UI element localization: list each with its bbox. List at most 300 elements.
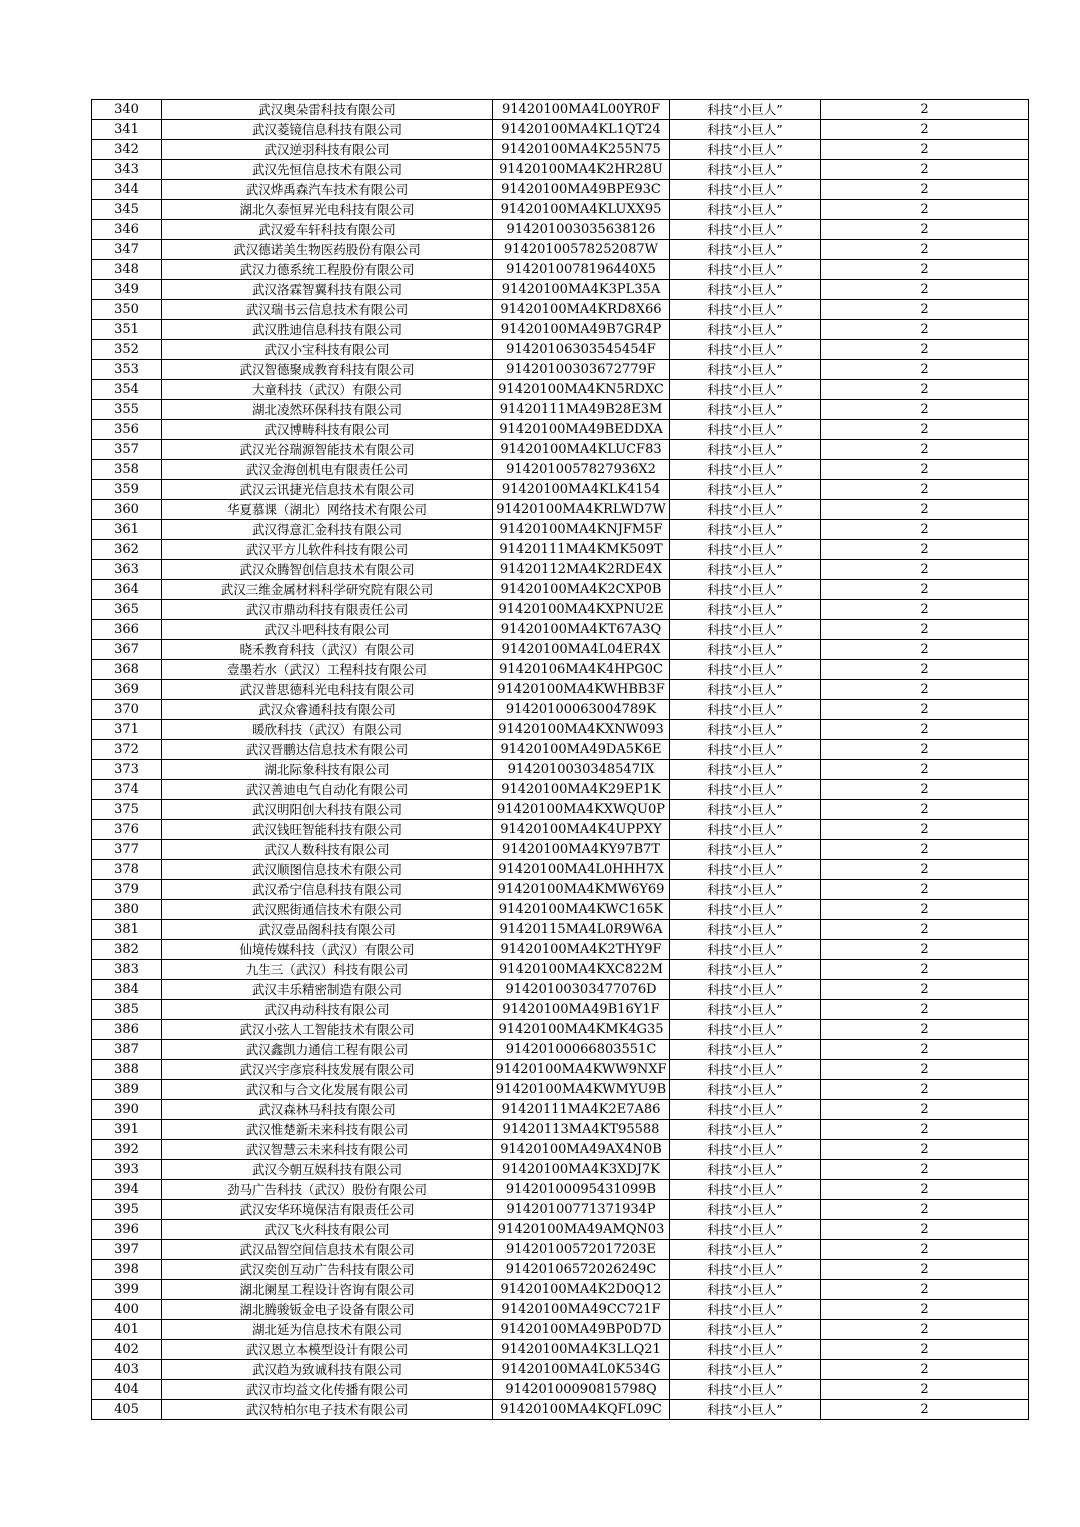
- cell-company-name: 武汉惟楚新未来科技有限公司: [162, 1120, 493, 1140]
- cell-company-name: 武汉三维金属材料科学研究院有限公司: [162, 580, 493, 600]
- cell-index: 343: [92, 160, 162, 180]
- table-row: [92, 860, 1029, 880]
- table-row: [92, 640, 1029, 660]
- cell-category: 科技“小巨人”: [670, 1340, 821, 1360]
- cell-category: 科技“小巨人”: [670, 1220, 821, 1240]
- cell-category: 科技“小巨人”: [670, 200, 821, 220]
- table-row: [92, 1380, 1029, 1400]
- table-row: [92, 560, 1029, 580]
- cell-company-name: 晓禾教育科技（武汉）有限公司: [162, 640, 493, 660]
- cell-index: 395: [92, 1200, 162, 1220]
- cell-company-name: 湖北腾骏钣金电子设备有限公司: [162, 1300, 493, 1320]
- cell-category: 科技“小巨人”: [670, 740, 821, 760]
- cell-credit-code: 91420100MA4KT67A3Q: [493, 620, 670, 640]
- cell-category: 科技“小巨人”: [670, 860, 821, 880]
- table-row: [92, 1080, 1029, 1100]
- cell-batch: 2: [821, 1360, 1029, 1380]
- cell-company-name: 武汉冉动科技有限公司: [162, 1000, 493, 1020]
- cell-batch: 2: [821, 1280, 1029, 1300]
- cell-company-name: 武汉斗吧科技有限公司: [162, 620, 493, 640]
- cell-credit-code: 91420100MA49B16Y1F: [493, 1000, 670, 1020]
- cell-company-name: 华夏慕课（湖北）网络技术有限公司: [162, 500, 493, 520]
- cell-batch: 2: [821, 1260, 1029, 1280]
- cell-batch: 2: [821, 120, 1029, 140]
- cell-credit-code: 91420100MA4K3LLQ21: [493, 1340, 670, 1360]
- cell-batch: 2: [821, 1020, 1029, 1040]
- cell-batch: 2: [821, 580, 1029, 600]
- cell-batch: 2: [821, 420, 1029, 440]
- cell-company-name: 武汉奥朵雷科技有限公司: [162, 100, 493, 120]
- cell-index: 379: [92, 880, 162, 900]
- cell-company-name: 武汉安华环境保洁有限责任公司: [162, 1200, 493, 1220]
- cell-category: 科技“小巨人”: [670, 520, 821, 540]
- table-row: [92, 900, 1029, 920]
- cell-index: 403: [92, 1360, 162, 1380]
- cell-batch: 2: [821, 180, 1029, 200]
- cell-company-name: 武汉晋鹏达信息技术有限公司: [162, 740, 493, 760]
- cell-credit-code: 91420100MA4KL1QT24: [493, 120, 670, 140]
- table-row: [92, 820, 1029, 840]
- cell-batch: 2: [821, 600, 1029, 620]
- cell-credit-code: 91420100MA4KXPNU2E: [493, 600, 670, 620]
- cell-index: 397: [92, 1240, 162, 1260]
- cell-credit-code: 91420100MA4KXC822M: [493, 960, 670, 980]
- cell-company-name: 武汉智慧云未来科技有限公司: [162, 1140, 493, 1160]
- cell-index: 344: [92, 180, 162, 200]
- cell-index: 382: [92, 940, 162, 960]
- table-row: [92, 1180, 1029, 1200]
- cell-batch: 2: [821, 200, 1029, 220]
- cell-company-name: 武汉市鼎动科技有限责任公司: [162, 600, 493, 620]
- cell-category: 科技“小巨人”: [670, 920, 821, 940]
- cell-index: 346: [92, 220, 162, 240]
- cell-credit-code: 91420100MA4L04ER4X: [493, 640, 670, 660]
- cell-company-name: 武汉烨禹森汽车技术有限公司: [162, 180, 493, 200]
- table-row: [92, 800, 1029, 820]
- cell-credit-code: 91420100MA49AMQN03: [493, 1220, 670, 1240]
- cell-batch: 2: [821, 240, 1029, 260]
- cell-category: 科技“小巨人”: [670, 1040, 821, 1060]
- cell-credit-code: 91420115MA4L0R9W6A: [493, 920, 670, 940]
- cell-credit-code: 91420100MA4KLK4154: [493, 480, 670, 500]
- cell-category: 科技“小巨人”: [670, 1380, 821, 1400]
- cell-index: 401: [92, 1320, 162, 1340]
- table-row: [92, 1400, 1029, 1420]
- cell-credit-code: 91420100MA4L00YR0F: [493, 100, 670, 120]
- cell-batch: 2: [821, 840, 1029, 860]
- cell-category: 科技“小巨人”: [670, 1400, 821, 1420]
- cell-category: 科技“小巨人”: [670, 1260, 821, 1280]
- table-row: [92, 1120, 1029, 1140]
- cell-category: 科技“小巨人”: [670, 340, 821, 360]
- cell-index: 386: [92, 1020, 162, 1040]
- table-row: [92, 680, 1029, 700]
- table-row: [92, 780, 1029, 800]
- cell-index: 387: [92, 1040, 162, 1060]
- cell-index: 389: [92, 1080, 162, 1100]
- cell-category: 科技“小巨人”: [670, 660, 821, 680]
- cell-company-name: 武汉恩立本模型设计有限公司: [162, 1340, 493, 1360]
- cell-company-name: 武汉人数科技有限公司: [162, 840, 493, 860]
- cell-batch: 2: [821, 740, 1029, 760]
- table-row: [92, 280, 1029, 300]
- cell-index: 390: [92, 1100, 162, 1120]
- cell-company-name: 武汉今朝互娱科技有限公司: [162, 1160, 493, 1180]
- cell-company-name: 武汉飞火科技有限公司: [162, 1220, 493, 1240]
- cell-company-name: 武汉奕创互动广告科技有限公司: [162, 1260, 493, 1280]
- cell-index: 399: [92, 1280, 162, 1300]
- cell-index: 351: [92, 320, 162, 340]
- cell-batch: 2: [821, 480, 1029, 500]
- table-row: [92, 1000, 1029, 1020]
- cell-category: 科技“小巨人”: [670, 320, 821, 340]
- cell-index: 349: [92, 280, 162, 300]
- cell-credit-code: 91420100578252087W: [493, 240, 670, 260]
- table-row: [92, 1260, 1029, 1280]
- cell-company-name: 武汉市均益文化传播有限公司: [162, 1380, 493, 1400]
- cell-credit-code: 91420100MA4K2HR28U: [493, 160, 670, 180]
- cell-company-name: 武汉众腾智创信息技术有限公司: [162, 560, 493, 580]
- cell-credit-code: 91420111MA49B28E3M: [493, 400, 670, 420]
- table-row: [92, 500, 1029, 520]
- cell-category: 科技“小巨人”: [670, 1120, 821, 1140]
- cell-batch: 2: [821, 1380, 1029, 1400]
- cell-batch: 2: [821, 260, 1029, 280]
- cell-index: 366: [92, 620, 162, 640]
- cell-category: 科技“小巨人”: [670, 720, 821, 740]
- table-row: [92, 1280, 1029, 1300]
- cell-category: 科技“小巨人”: [670, 560, 821, 580]
- cell-category: 科技“小巨人”: [670, 1180, 821, 1200]
- cell-index: 362: [92, 540, 162, 560]
- table-row: [92, 340, 1029, 360]
- cell-category: 科技“小巨人”: [670, 820, 821, 840]
- cell-credit-code: 9142010057827936X2: [493, 460, 670, 480]
- cell-credit-code: 914201003035638126: [493, 220, 670, 240]
- cell-credit-code: 91420100MA4KLUCF83: [493, 440, 670, 460]
- table-row: [92, 960, 1029, 980]
- cell-company-name: 武汉希宁信息科技有限公司: [162, 880, 493, 900]
- cell-batch: 2: [821, 1200, 1029, 1220]
- cell-batch: 2: [821, 380, 1029, 400]
- cell-batch: 2: [821, 220, 1029, 240]
- cell-company-name: 武汉丰乐精密制造有限公司: [162, 980, 493, 1000]
- cell-batch: 2: [821, 340, 1029, 360]
- cell-category: 科技“小巨人”: [670, 280, 821, 300]
- cell-company-name: 湖北久泰恒昇光电科技有限公司: [162, 200, 493, 220]
- cell-company-name: 武汉壹品阁科技有限公司: [162, 920, 493, 940]
- table-row: [92, 1240, 1029, 1260]
- cell-index: 360: [92, 500, 162, 520]
- cell-batch: 2: [821, 1180, 1029, 1200]
- cell-credit-code: 91420100771371934P: [493, 1200, 670, 1220]
- cell-batch: 2: [821, 900, 1029, 920]
- cell-company-name: 武汉鑫凯力通信工程有限公司: [162, 1040, 493, 1060]
- cell-company-name: 武汉洛霖智翼科技有限公司: [162, 280, 493, 300]
- cell-company-name: 武汉金海创机电有限责任公司: [162, 460, 493, 480]
- cell-batch: 2: [821, 660, 1029, 680]
- cell-credit-code: 91420106MA4K4HPG0C: [493, 660, 670, 680]
- cell-category: 科技“小巨人”: [670, 1160, 821, 1180]
- cell-category: 科技“小巨人”: [670, 840, 821, 860]
- cell-credit-code: 91420100MA4KN5RDXC: [493, 380, 670, 400]
- cell-batch: 2: [821, 860, 1029, 880]
- cell-credit-code: 91420100MA4KMK4G35: [493, 1020, 670, 1040]
- cell-company-name: 武汉智德聚成教育科技有限公司: [162, 360, 493, 380]
- cell-index: 402: [92, 1340, 162, 1360]
- cell-index: 354: [92, 380, 162, 400]
- cell-batch: 2: [821, 160, 1029, 180]
- cell-category: 科技“小巨人”: [670, 540, 821, 560]
- cell-company-name: 武汉菱镜信息科技有限公司: [162, 120, 493, 140]
- cell-batch: 2: [821, 140, 1029, 160]
- cell-company-name: 武汉胜迪信息科技有限公司: [162, 320, 493, 340]
- table-row: [92, 200, 1029, 220]
- cell-company-name: 武汉特柏尔电子技术有限公司: [162, 1400, 493, 1420]
- cell-credit-code: 91420100MA4K4UPPXY: [493, 820, 670, 840]
- table-row: [92, 400, 1029, 420]
- cell-index: 365: [92, 600, 162, 620]
- cell-company-name: 湖北际象科技有限公司: [162, 760, 493, 780]
- cell-credit-code: 91420100303477076D: [493, 980, 670, 1000]
- table-row: [92, 740, 1029, 760]
- cell-category: 科技“小巨人”: [670, 800, 821, 820]
- cell-company-name: 武汉力德系统工程股份有限公司: [162, 260, 493, 280]
- table-row: [92, 940, 1029, 960]
- cell-index: 356: [92, 420, 162, 440]
- cell-batch: 2: [821, 720, 1029, 740]
- cell-batch: 2: [821, 920, 1029, 940]
- cell-index: 367: [92, 640, 162, 660]
- cell-category: 科技“小巨人”: [670, 600, 821, 620]
- cell-category: 科技“小巨人”: [670, 440, 821, 460]
- table-row: [92, 520, 1029, 540]
- cell-index: 383: [92, 960, 162, 980]
- cell-category: 科技“小巨人”: [670, 160, 821, 180]
- cell-category: 科技“小巨人”: [670, 1280, 821, 1300]
- cell-company-name: 武汉善迪电气自动化有限公司: [162, 780, 493, 800]
- table-row: [92, 220, 1029, 240]
- cell-index: 364: [92, 580, 162, 600]
- table-row: [92, 760, 1029, 780]
- cell-batch: 2: [821, 280, 1029, 300]
- table-row: [92, 420, 1029, 440]
- cell-credit-code: 91420100MA4KWMYU9B: [493, 1080, 670, 1100]
- cell-company-name: 劲马广告科技（武汉）股份有限公司: [162, 1180, 493, 1200]
- cell-index: 394: [92, 1180, 162, 1200]
- cell-batch: 2: [821, 320, 1029, 340]
- cell-credit-code: 91420100063004789K: [493, 700, 670, 720]
- table-row: [92, 480, 1029, 500]
- cell-category: 科技“小巨人”: [670, 100, 821, 120]
- cell-credit-code: 91420113MA4KT95588: [493, 1120, 670, 1140]
- cell-category: 科技“小巨人”: [670, 780, 821, 800]
- cell-credit-code: 91420100MA4KQFL09C: [493, 1400, 670, 1420]
- cell-index: 368: [92, 660, 162, 680]
- cell-category: 科技“小巨人”: [670, 420, 821, 440]
- cell-category: 科技“小巨人”: [670, 1300, 821, 1320]
- table-row: [92, 160, 1029, 180]
- cell-category: 科技“小巨人”: [670, 140, 821, 160]
- table-row: [92, 620, 1029, 640]
- cell-batch: 2: [821, 1100, 1029, 1120]
- cell-company-name: 武汉普思德科光电科技有限公司: [162, 680, 493, 700]
- cell-company-name: 武汉平方儿软件科技有限公司: [162, 540, 493, 560]
- cell-batch: 2: [821, 940, 1029, 960]
- table-row: [92, 100, 1029, 120]
- table-row: [92, 600, 1029, 620]
- cell-company-name: 武汉小弦人工智能技术有限公司: [162, 1020, 493, 1040]
- table-row: [92, 880, 1029, 900]
- cell-batch: 2: [821, 800, 1029, 820]
- cell-category: 科技“小巨人”: [670, 1240, 821, 1260]
- cell-company-name: 大童科技（武汉）有限公司: [162, 380, 493, 400]
- cell-index: 377: [92, 840, 162, 860]
- cell-index: 384: [92, 980, 162, 1000]
- table-row: [92, 300, 1029, 320]
- cell-credit-code: 91420100MA4K29EP1K: [493, 780, 670, 800]
- cell-company-name: 壹墨若水（武汉）工程科技有限公司: [162, 660, 493, 680]
- cell-credit-code: 91420100MA49DA5K6E: [493, 740, 670, 760]
- cell-credit-code: 91420100MA4K3XDJ7K: [493, 1160, 670, 1180]
- table-row: [92, 360, 1029, 380]
- cell-credit-code: 91420112MA4K2RDE4X: [493, 560, 670, 580]
- cell-credit-code: 91420111MA4KMK509T: [493, 540, 670, 560]
- cell-category: 科技“小巨人”: [670, 120, 821, 140]
- cell-category: 科技“小巨人”: [670, 1320, 821, 1340]
- table-row: [92, 840, 1029, 860]
- cell-batch: 2: [821, 960, 1029, 980]
- cell-company-name: 武汉逆羽科技有限公司: [162, 140, 493, 160]
- cell-index: 340: [92, 100, 162, 120]
- cell-category: 科技“小巨人”: [670, 760, 821, 780]
- table-row: [92, 1360, 1029, 1380]
- cell-credit-code: 91420106303545454F: [493, 340, 670, 360]
- cell-batch: 2: [821, 100, 1029, 120]
- cell-company-name: 武汉森林马科技有限公司: [162, 1100, 493, 1120]
- cell-batch: 2: [821, 620, 1029, 640]
- cell-category: 科技“小巨人”: [670, 500, 821, 520]
- cell-batch: 2: [821, 1080, 1029, 1100]
- cell-index: 355: [92, 400, 162, 420]
- cell-company-name: 湖北凌然环保科技有限公司: [162, 400, 493, 420]
- cell-category: 科技“小巨人”: [670, 1200, 821, 1220]
- cell-category: 科技“小巨人”: [670, 960, 821, 980]
- cell-index: 391: [92, 1120, 162, 1140]
- cell-category: 科技“小巨人”: [670, 240, 821, 260]
- cell-credit-code: 91420100MA4KWW9NXF: [493, 1060, 670, 1080]
- table-row: [92, 700, 1029, 720]
- cell-credit-code: 91420100MA49CC721F: [493, 1300, 670, 1320]
- cell-index: 381: [92, 920, 162, 940]
- table-row: [92, 320, 1029, 340]
- cell-batch: 2: [821, 820, 1029, 840]
- cell-company-name: 湖北延为信息技术有限公司: [162, 1320, 493, 1340]
- cell-index: 359: [92, 480, 162, 500]
- table-row: [92, 1200, 1029, 1220]
- cell-index: 341: [92, 120, 162, 140]
- cell-index: 358: [92, 460, 162, 480]
- table-row: [92, 140, 1029, 160]
- cell-index: 369: [92, 680, 162, 700]
- cell-category: 科技“小巨人”: [670, 1360, 821, 1380]
- cell-company-name: 武汉光谷瑞源智能技术有限公司: [162, 440, 493, 460]
- cell-credit-code: 91420100MA4L0HHH7X: [493, 860, 670, 880]
- cell-company-name: 武汉众睿通科技有限公司: [162, 700, 493, 720]
- cell-index: 392: [92, 1140, 162, 1160]
- cell-batch: 2: [821, 780, 1029, 800]
- cell-index: 380: [92, 900, 162, 920]
- cell-index: 378: [92, 860, 162, 880]
- cell-credit-code: 91420100MA4KWC165K: [493, 900, 670, 920]
- table-row: [92, 1100, 1029, 1120]
- cell-category: 科技“小巨人”: [670, 220, 821, 240]
- cell-company-name: 湖北阑星工程设计咨询有限公司: [162, 1280, 493, 1300]
- cell-index: 352: [92, 340, 162, 360]
- cell-credit-code: 91420100MA4KRD8X66: [493, 300, 670, 320]
- cell-index: 370: [92, 700, 162, 720]
- cell-batch: 2: [821, 1220, 1029, 1240]
- cell-credit-code: 91420100066803551C: [493, 1040, 670, 1060]
- cell-batch: 2: [821, 1320, 1029, 1340]
- table-row: [92, 1160, 1029, 1180]
- cell-category: 科技“小巨人”: [670, 900, 821, 920]
- table-row: [92, 1040, 1029, 1060]
- cell-batch: 2: [821, 760, 1029, 780]
- cell-company-name: 武汉顺图信息技术有限公司: [162, 860, 493, 880]
- cell-company-name: 武汉趋为致诚科技有限公司: [162, 1360, 493, 1380]
- cell-batch: 2: [821, 1160, 1029, 1180]
- cell-credit-code: 91420100MA4KY97B7T: [493, 840, 670, 860]
- cell-index: 393: [92, 1160, 162, 1180]
- cell-index: 388: [92, 1060, 162, 1080]
- cell-index: 398: [92, 1260, 162, 1280]
- cell-category: 科技“小巨人”: [670, 1080, 821, 1100]
- table-row: [92, 380, 1029, 400]
- table-row: [92, 1220, 1029, 1240]
- table-row: [92, 180, 1029, 200]
- cell-category: 科技“小巨人”: [670, 460, 821, 480]
- cell-category: 科技“小巨人”: [670, 980, 821, 1000]
- cell-category: 科技“小巨人”: [670, 640, 821, 660]
- table-row: [92, 240, 1029, 260]
- cell-index: 353: [92, 360, 162, 380]
- cell-batch: 2: [821, 1140, 1029, 1160]
- cell-credit-code: 91420111MA4K2E7A86: [493, 1100, 670, 1120]
- table-row: [92, 540, 1029, 560]
- cell-category: 科技“小巨人”: [670, 1100, 821, 1120]
- cell-company-name: 仙境传媒科技（武汉）有限公司: [162, 940, 493, 960]
- cell-batch: 2: [821, 1120, 1029, 1140]
- cell-credit-code: 91420100MA4KLUXX95: [493, 200, 670, 220]
- table-row: [92, 1020, 1029, 1040]
- cell-batch: 2: [821, 500, 1029, 520]
- cell-index: 400: [92, 1300, 162, 1320]
- cell-index: 361: [92, 520, 162, 540]
- table-row: [92, 660, 1029, 680]
- table-row: [92, 580, 1029, 600]
- table-row: [92, 440, 1029, 460]
- cell-index: 342: [92, 140, 162, 160]
- cell-category: 科技“小巨人”: [670, 180, 821, 200]
- cell-credit-code: 91420100MA4KRLWD7W: [493, 500, 670, 520]
- cell-credit-code: 91420100MA4KNJFM5F: [493, 520, 670, 540]
- cell-company-name: 武汉明阳创大科技有限公司: [162, 800, 493, 820]
- cell-category: 科技“小巨人”: [670, 620, 821, 640]
- cell-credit-code: 91420100MA4KWHBB3F: [493, 680, 670, 700]
- cell-company-name: 武汉品智空间信息技术有限公司: [162, 1240, 493, 1260]
- cell-index: 374: [92, 780, 162, 800]
